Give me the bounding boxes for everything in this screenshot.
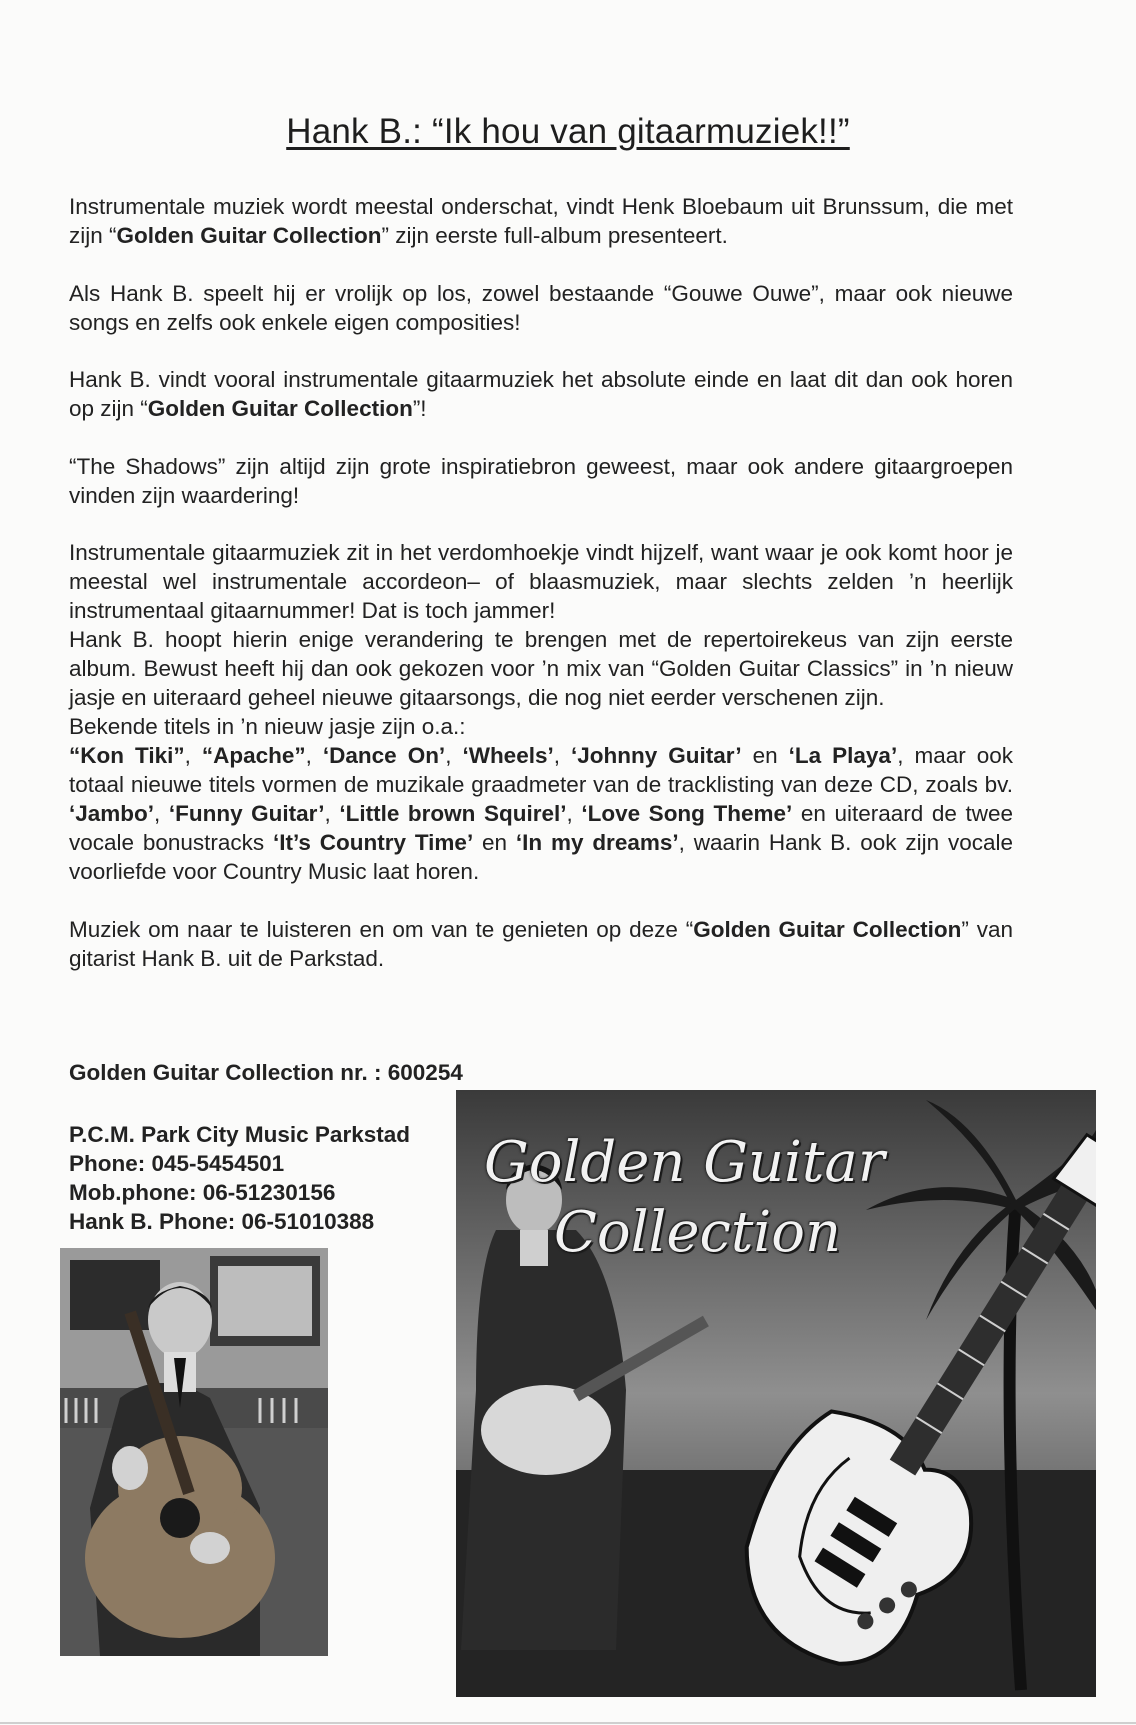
- contact-block: [69, 1120, 410, 1236]
- text-span: Instrumentale muziek wordt meestal onderschat, vindt Henk Bloebaum uit Brunssum, die met zijn “: [69, 194, 1013, 248]
- text-span: en: [741, 743, 789, 768]
- bold-title: Golden Guitar Collection: [147, 396, 413, 421]
- text-span: en uiteraard de twee vocale bonustracks: [69, 801, 1013, 855]
- paragraph-closing: [69, 915, 1013, 973]
- article-body: [69, 192, 1013, 1001]
- album-cover: [456, 1090, 1096, 1697]
- text-span: ,: [553, 743, 571, 768]
- text-span: ” van gitarist Hank B. uit de Parkstad.: [69, 916, 1014, 971]
- track-title: ‘In my dreams’: [515, 830, 679, 855]
- text-span: ”!: [412, 396, 427, 421]
- artist-studio-photo: [60, 1248, 328, 1656]
- track-title: ‘Wheels’: [462, 743, 554, 768]
- track-title: ‘La Playa’: [788, 743, 898, 768]
- text-span: ,: [324, 801, 340, 826]
- paragraph-tracklist: [69, 741, 1013, 886]
- text-span: ,: [154, 801, 169, 826]
- paragraph-verdomhoekje: Instrumentale gitaarmuziek zit in het verdomhoekje vindt hijzelf, want waar je ook komt hoor je meestal wel instrumentale accordeon– of blaasmuziek, maar slechts zelden ’n heerlijk instrumentaal gitaarnummer! Dat is toch jammer!: [69, 540, 1013, 623]
- track-title: ‘Funny Guitar’: [168, 801, 325, 826]
- track-title: “Kon Tiki”: [69, 743, 185, 768]
- contact-company: P.C.M. Park City Music Parkstad: [69, 1122, 410, 1147]
- text-span: ,: [184, 743, 202, 768]
- bold-title: Golden Guitar Collection: [116, 223, 382, 248]
- track-title: ‘Johnny Guitar’: [571, 743, 742, 768]
- text-span: , maar ook totaal nieuwe titels vormen de muzikale graadmeter van de tracklisting van deze CD, zoals bv.: [69, 743, 1013, 797]
- paragraph-known-titles: Bekende titels in ’n nieuw jasje zijn o.a.:: [69, 714, 466, 739]
- contact-phone: Phone: 045-5454501: [69, 1151, 285, 1176]
- page-bottom-edge: [0, 1722, 1136, 1724]
- track-title: ‘Little brown Squirel’: [339, 801, 567, 826]
- bold-title: Golden Guitar Collection: [693, 916, 962, 942]
- track-title: ‘Dance On’: [322, 743, 446, 768]
- text-span: ” zijn eerste full-album presenteert.: [381, 223, 728, 248]
- cover-title-line2: Collection: [554, 1200, 842, 1265]
- text-span: ,: [305, 743, 323, 768]
- contact-hank-phone: Hank B. Phone: 06-51010388: [69, 1209, 375, 1234]
- text-span: ,: [566, 801, 582, 826]
- paragraph-guitar-music: [69, 365, 1013, 423]
- contact-mobile: Mob.phone: 06-51230156: [69, 1180, 336, 1205]
- text-span: en: [473, 830, 516, 855]
- track-title: ‘Love Song Theme’: [581, 801, 793, 826]
- text-span: Muziek om naar te luisteren en om van te genieten op deze “: [69, 916, 694, 942]
- paragraph-shadows: “The Shadows” zijn altijd zijn grote inspiratiebron geweest, maar ook andere gitaargroepen vinden zijn waardering!: [69, 453, 1013, 508]
- text-span: Hank B. vindt vooral instrumentale gitaarmuziek het absolute einde en laat dit dan ook horen op zijn “: [69, 367, 1013, 421]
- track-title: ‘Jambo’: [69, 801, 155, 826]
- artist-studio-photo-image: [60, 1248, 328, 1656]
- cover-title-line1: Golden Guitar: [484, 1130, 885, 1195]
- text-span: , waarin Hank B. ook zijn vocale voorliefde voor Country Music laat horen.: [69, 830, 1013, 884]
- paragraph-repertoire: Hank B. hoopt hierin enige verandering te brengen met de repertoirekeus van zijn eerste album. Bewust heeft hij dan ook gekozen voor ’n mix van “Golden Guitar Classics” in ’n nieuw jasje en uiteraard geheel nieuwe gitaarsongs, die nog niet eerder verschenen zijn.: [69, 627, 1013, 710]
- track-title: ‘It’s Country Time’: [273, 830, 474, 855]
- page-title: Hank B.: “Ik hou van gitaarmuziek!!”: [286, 112, 850, 151]
- paragraph-intro: [69, 192, 1013, 250]
- text-span: ,: [445, 743, 463, 768]
- paragraph-hank-plays: Als Hank B. speelt hij er vrolijk op los, zowel bestaande “Gouwe Ouwe”, maar ook nieuwe songs en zelfs ook enkele eigen composities!: [69, 280, 1013, 335]
- track-title: “Apache”: [201, 743, 306, 768]
- catalog-number: Golden Guitar Collection nr. : 600254: [69, 1060, 463, 1085]
